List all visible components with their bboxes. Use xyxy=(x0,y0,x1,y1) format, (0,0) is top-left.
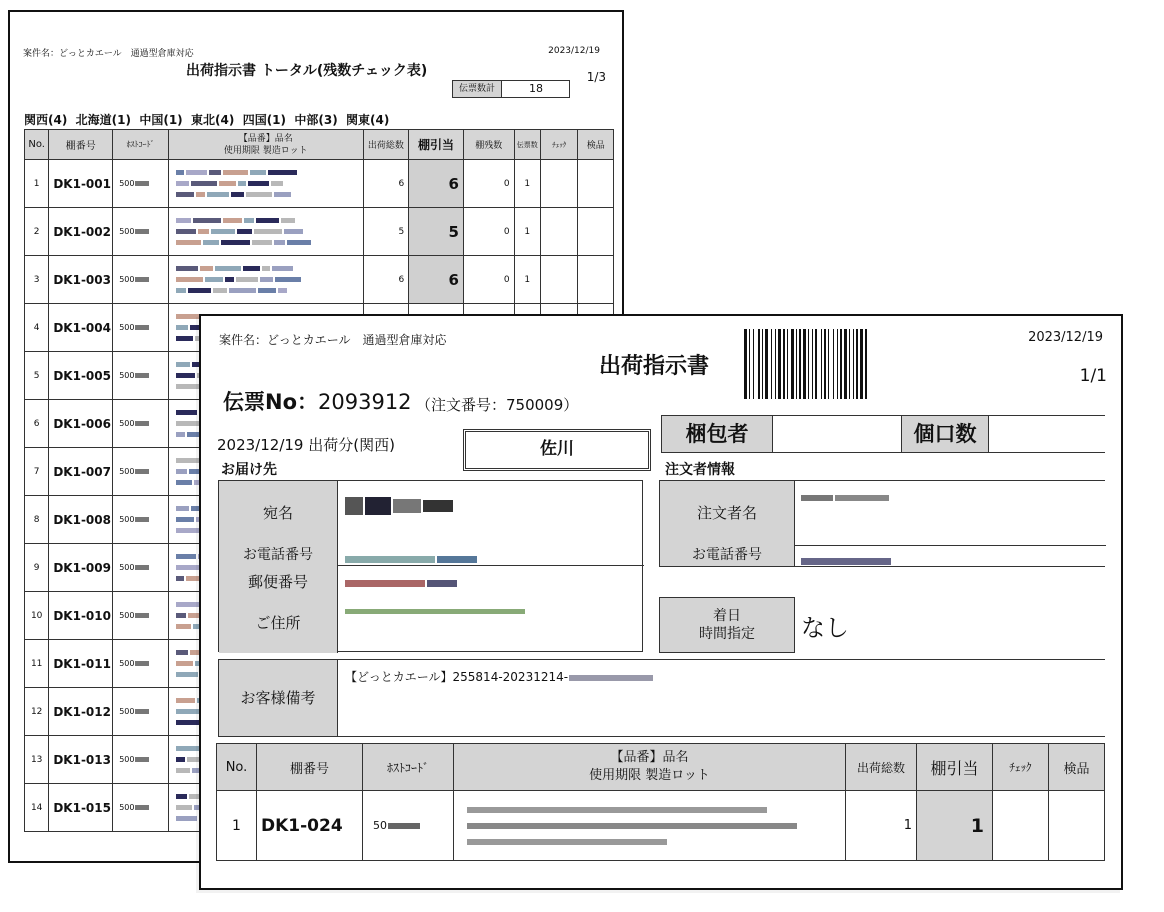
row-check xyxy=(540,208,578,256)
order-number: （注文番号：750009） xyxy=(416,396,579,414)
row-remain: 0 xyxy=(463,256,514,304)
table-row xyxy=(25,160,614,208)
region-summary: 関西(4) 北海道(1) 中国(1) 東北(4) 四国(1) 中部(3) 関東(4) xyxy=(24,113,390,127)
row-check xyxy=(540,160,578,208)
customer-note-block xyxy=(218,659,1105,737)
postal-address-cell xyxy=(219,565,338,653)
row-code-text: 500 xyxy=(119,323,135,332)
row-no: 4 xyxy=(25,304,49,352)
row-code-text: 500 xyxy=(119,563,135,572)
barcode-bar xyxy=(775,329,776,399)
row-shelf: DK1-006 xyxy=(49,400,113,448)
barcode-bar xyxy=(744,329,747,399)
item-col-total: 出荷総数 xyxy=(846,744,917,791)
row-slips: 1 xyxy=(514,160,540,208)
orderer-block xyxy=(659,480,1105,567)
packer-label: 梱包者 xyxy=(662,416,773,452)
table-header-row xyxy=(25,130,614,160)
row-shelf: DK1-002 xyxy=(49,208,113,256)
row-remain: 0 xyxy=(463,160,514,208)
barcode-bar xyxy=(840,329,842,399)
col-shelf: 棚番号 xyxy=(49,130,113,160)
col-product-line1: 【品番】品名 xyxy=(238,133,293,144)
row-product xyxy=(168,160,363,208)
row-code-text: 500 xyxy=(119,419,135,428)
slip-number xyxy=(223,386,412,416)
packer-value xyxy=(773,416,902,452)
row-code xyxy=(113,496,169,544)
arrival-label-line1: 着日 xyxy=(713,608,741,624)
postal-value xyxy=(344,573,458,592)
item-total: 1 xyxy=(846,791,917,861)
barcode-bar xyxy=(853,329,854,399)
slip-no-value: 2093912 xyxy=(318,390,412,414)
shipping-instruction-sheet xyxy=(199,314,1123,890)
row-shelf: DK1-007 xyxy=(49,448,113,496)
barcode-bar xyxy=(865,329,867,399)
col-inspect: 検品 xyxy=(578,130,614,160)
row-code xyxy=(113,640,169,688)
row-code-text: 500 xyxy=(119,371,135,380)
deliver-to-label: お届け先 xyxy=(221,462,277,478)
orderer-name-value xyxy=(800,487,890,506)
phone-label: お電話番号 xyxy=(219,545,338,566)
barcode-bar xyxy=(844,329,847,399)
item-alloc: 1 xyxy=(917,791,993,861)
col-remain: 棚残数 xyxy=(463,130,514,160)
item-col-inspect: 検品 xyxy=(1049,744,1105,791)
row-code xyxy=(113,544,169,592)
slip-count-label: 伝票数計 xyxy=(453,81,502,97)
packer-pieces-box xyxy=(661,415,1105,453)
row-no: 3 xyxy=(25,256,49,304)
barcode-bar xyxy=(815,329,817,399)
row-slips: 1 xyxy=(514,256,540,304)
project-name: 案件名：どっとカエール 通過型倉庫対応 xyxy=(219,333,447,347)
barcode-bar xyxy=(828,329,829,399)
row-slips: 1 xyxy=(514,208,540,256)
row-total: 6 xyxy=(363,160,409,208)
row-no: 5 xyxy=(25,352,49,400)
row-product xyxy=(168,256,363,304)
row-shelf: DK1-004 xyxy=(49,304,113,352)
row-code xyxy=(113,688,169,736)
row-no: 7 xyxy=(25,448,49,496)
slip-count-box xyxy=(452,80,570,98)
barcode-bar xyxy=(849,329,850,399)
row-shelf: DK1-015 xyxy=(49,784,113,832)
row-alloc: 6 xyxy=(409,160,464,208)
barcode-bar xyxy=(803,329,806,399)
row-code-text: 500 xyxy=(119,467,135,476)
row-code-text: 500 xyxy=(119,515,135,524)
col-slips: 伝票数 xyxy=(514,130,540,160)
col-product xyxy=(168,130,363,160)
item-code xyxy=(363,791,454,861)
ship-info: 2023/12/19 出荷分(関西) xyxy=(217,436,395,454)
row-no: 1 xyxy=(25,160,49,208)
orderer-phone-value xyxy=(800,551,892,570)
row-shelf: DK1-005 xyxy=(49,352,113,400)
delivery-block xyxy=(218,480,643,652)
barcode-bar xyxy=(837,329,838,399)
barcode-icon xyxy=(744,329,920,399)
item-code-text: 50 xyxy=(373,819,387,832)
row-shelf: DK1-010 xyxy=(49,592,113,640)
barcode-bar xyxy=(860,329,863,399)
item-col-product-line1: 【品番】品名 xyxy=(610,750,689,765)
item-col-product xyxy=(454,744,846,791)
row-shelf: DK1-009 xyxy=(49,544,113,592)
arrival-value: なし xyxy=(801,614,849,642)
item-row xyxy=(217,791,1105,861)
row-code-text: 500 xyxy=(119,179,135,188)
row-shelf: DK1-011 xyxy=(49,640,113,688)
barcode-bar xyxy=(808,329,809,399)
sheet-date: 2023/12/19 xyxy=(548,46,600,56)
barcode-bar xyxy=(824,329,826,399)
sheet-date: 2023/12/19 xyxy=(1028,330,1103,345)
postal-label: 郵便番号 xyxy=(247,573,308,591)
col-code: ﾎｽﾄｺｰﾄﾞ xyxy=(113,130,169,160)
row-code-text: 500 xyxy=(119,611,135,620)
row-no: 6 xyxy=(25,400,49,448)
row-code-text: 500 xyxy=(119,755,135,764)
item-shelf: DK1-024 xyxy=(257,791,363,861)
barcode-bar xyxy=(765,329,768,399)
barcode-bar xyxy=(821,329,822,399)
addressee-label: 宛名 xyxy=(219,481,338,546)
row-code xyxy=(113,256,169,304)
barcode-bar xyxy=(812,329,813,399)
sheet-title: 出荷指示書 xyxy=(599,354,710,379)
row-shelf: DK1-012 xyxy=(49,688,113,736)
row-shelf: DK1-013 xyxy=(49,736,113,784)
arrival-label-box xyxy=(659,597,795,653)
barcode-bar xyxy=(749,329,750,399)
row-no: 10 xyxy=(25,592,49,640)
row-no: 14 xyxy=(25,784,49,832)
row-code-text: 500 xyxy=(119,227,135,236)
row-no: 12 xyxy=(25,688,49,736)
barcode-bar xyxy=(758,329,760,399)
barcode-bar xyxy=(778,329,781,399)
item-no: 1 xyxy=(217,791,257,861)
barcode-bar xyxy=(787,329,788,399)
row-alloc: 5 xyxy=(409,208,464,256)
col-no: No. xyxy=(25,130,49,160)
row-shelf: DK1-001 xyxy=(49,160,113,208)
row-code-text: 500 xyxy=(119,707,135,716)
customer-note-label: お客様備考 xyxy=(219,660,338,736)
row-inspect xyxy=(578,208,614,256)
barcode-bar xyxy=(796,329,797,399)
col-total: 出荷総数 xyxy=(363,130,409,160)
row-code-text: 500 xyxy=(119,803,135,812)
row-no: 9 xyxy=(25,544,49,592)
row-shelf: DK1-008 xyxy=(49,496,113,544)
row-code-text: 500 xyxy=(119,659,135,668)
row-inspect xyxy=(578,160,614,208)
carrier-box: 佐川 xyxy=(463,429,651,471)
barcode-bar xyxy=(771,329,772,399)
orderer-info-label: 注文者情報 xyxy=(665,462,735,478)
row-no: 11 xyxy=(25,640,49,688)
table-row xyxy=(25,256,614,304)
item-inspect xyxy=(1049,791,1105,861)
row-shelf: DK1-003 xyxy=(49,256,113,304)
table-row xyxy=(25,208,614,256)
row-code xyxy=(113,160,169,208)
row-inspect xyxy=(578,256,614,304)
address-value xyxy=(344,601,526,620)
row-alloc: 6 xyxy=(409,256,464,304)
row-code xyxy=(113,736,169,784)
col-product-line2: 使用期限 製造ロット xyxy=(223,145,308,156)
item-col-alloc: 棚引当 xyxy=(917,744,993,791)
row-remain: 0 xyxy=(463,208,514,256)
row-check xyxy=(540,256,578,304)
customer-note-text: 【どっとカエール】255814-20231214- xyxy=(345,670,569,684)
item-col-check: ﾁｪｯｸ xyxy=(993,744,1049,791)
sheet-title: 出荷指示書 トータル(残数チェック表) xyxy=(186,63,428,79)
pieces-label: 個口数 xyxy=(902,416,989,452)
barcode-bar xyxy=(783,329,785,399)
page-indicator: 1/3 xyxy=(586,70,606,84)
addressee-value xyxy=(344,495,454,516)
slip-no-label: 伝票No： xyxy=(223,390,319,414)
barcode-bar xyxy=(856,329,858,399)
row-code xyxy=(113,400,169,448)
row-no: 8 xyxy=(25,496,49,544)
project-name: 案件名：どっとカエール 通過型倉庫対応 xyxy=(23,49,194,59)
item-col-code: ﾎｽﾄｺｰﾄﾞ xyxy=(363,744,454,791)
item-table xyxy=(216,743,1105,861)
row-code-text: 500 xyxy=(119,275,135,284)
row-code xyxy=(113,784,169,832)
row-total: 6 xyxy=(363,256,409,304)
orderer-phone-label: お電話番号 xyxy=(660,545,795,566)
col-alloc: 棚引当 xyxy=(409,130,464,160)
row-code xyxy=(113,304,169,352)
item-col-shelf: 棚番号 xyxy=(257,744,363,791)
slip-count-value: 18 xyxy=(529,82,543,95)
item-check xyxy=(993,791,1049,861)
row-code xyxy=(113,352,169,400)
page-indicator: 1/1 xyxy=(1079,366,1107,386)
item-col-no: No. xyxy=(217,744,257,791)
row-code xyxy=(113,592,169,640)
address-label: ご住所 xyxy=(255,614,301,632)
barcode-bar xyxy=(791,329,794,399)
row-code xyxy=(113,448,169,496)
barcode-bar xyxy=(799,329,801,399)
arrival-label-line2: 時間指定 xyxy=(699,626,755,642)
barcode-bar xyxy=(762,329,763,399)
row-no: 2 xyxy=(25,208,49,256)
item-col-product-line2: 使用期限 製造ロット xyxy=(589,768,710,783)
barcode-bar xyxy=(833,329,834,399)
col-check: ﾁｪｯｸ xyxy=(540,130,578,160)
phone-value xyxy=(344,549,478,568)
row-no: 13 xyxy=(25,736,49,784)
row-total: 5 xyxy=(363,208,409,256)
item-header-row xyxy=(217,744,1105,791)
customer-note-value xyxy=(345,668,654,685)
row-code xyxy=(113,208,169,256)
barcode-bar xyxy=(753,329,754,399)
row-product xyxy=(168,208,363,256)
orderer-name-label: 注文者名 xyxy=(660,481,795,546)
item-product xyxy=(454,791,846,861)
